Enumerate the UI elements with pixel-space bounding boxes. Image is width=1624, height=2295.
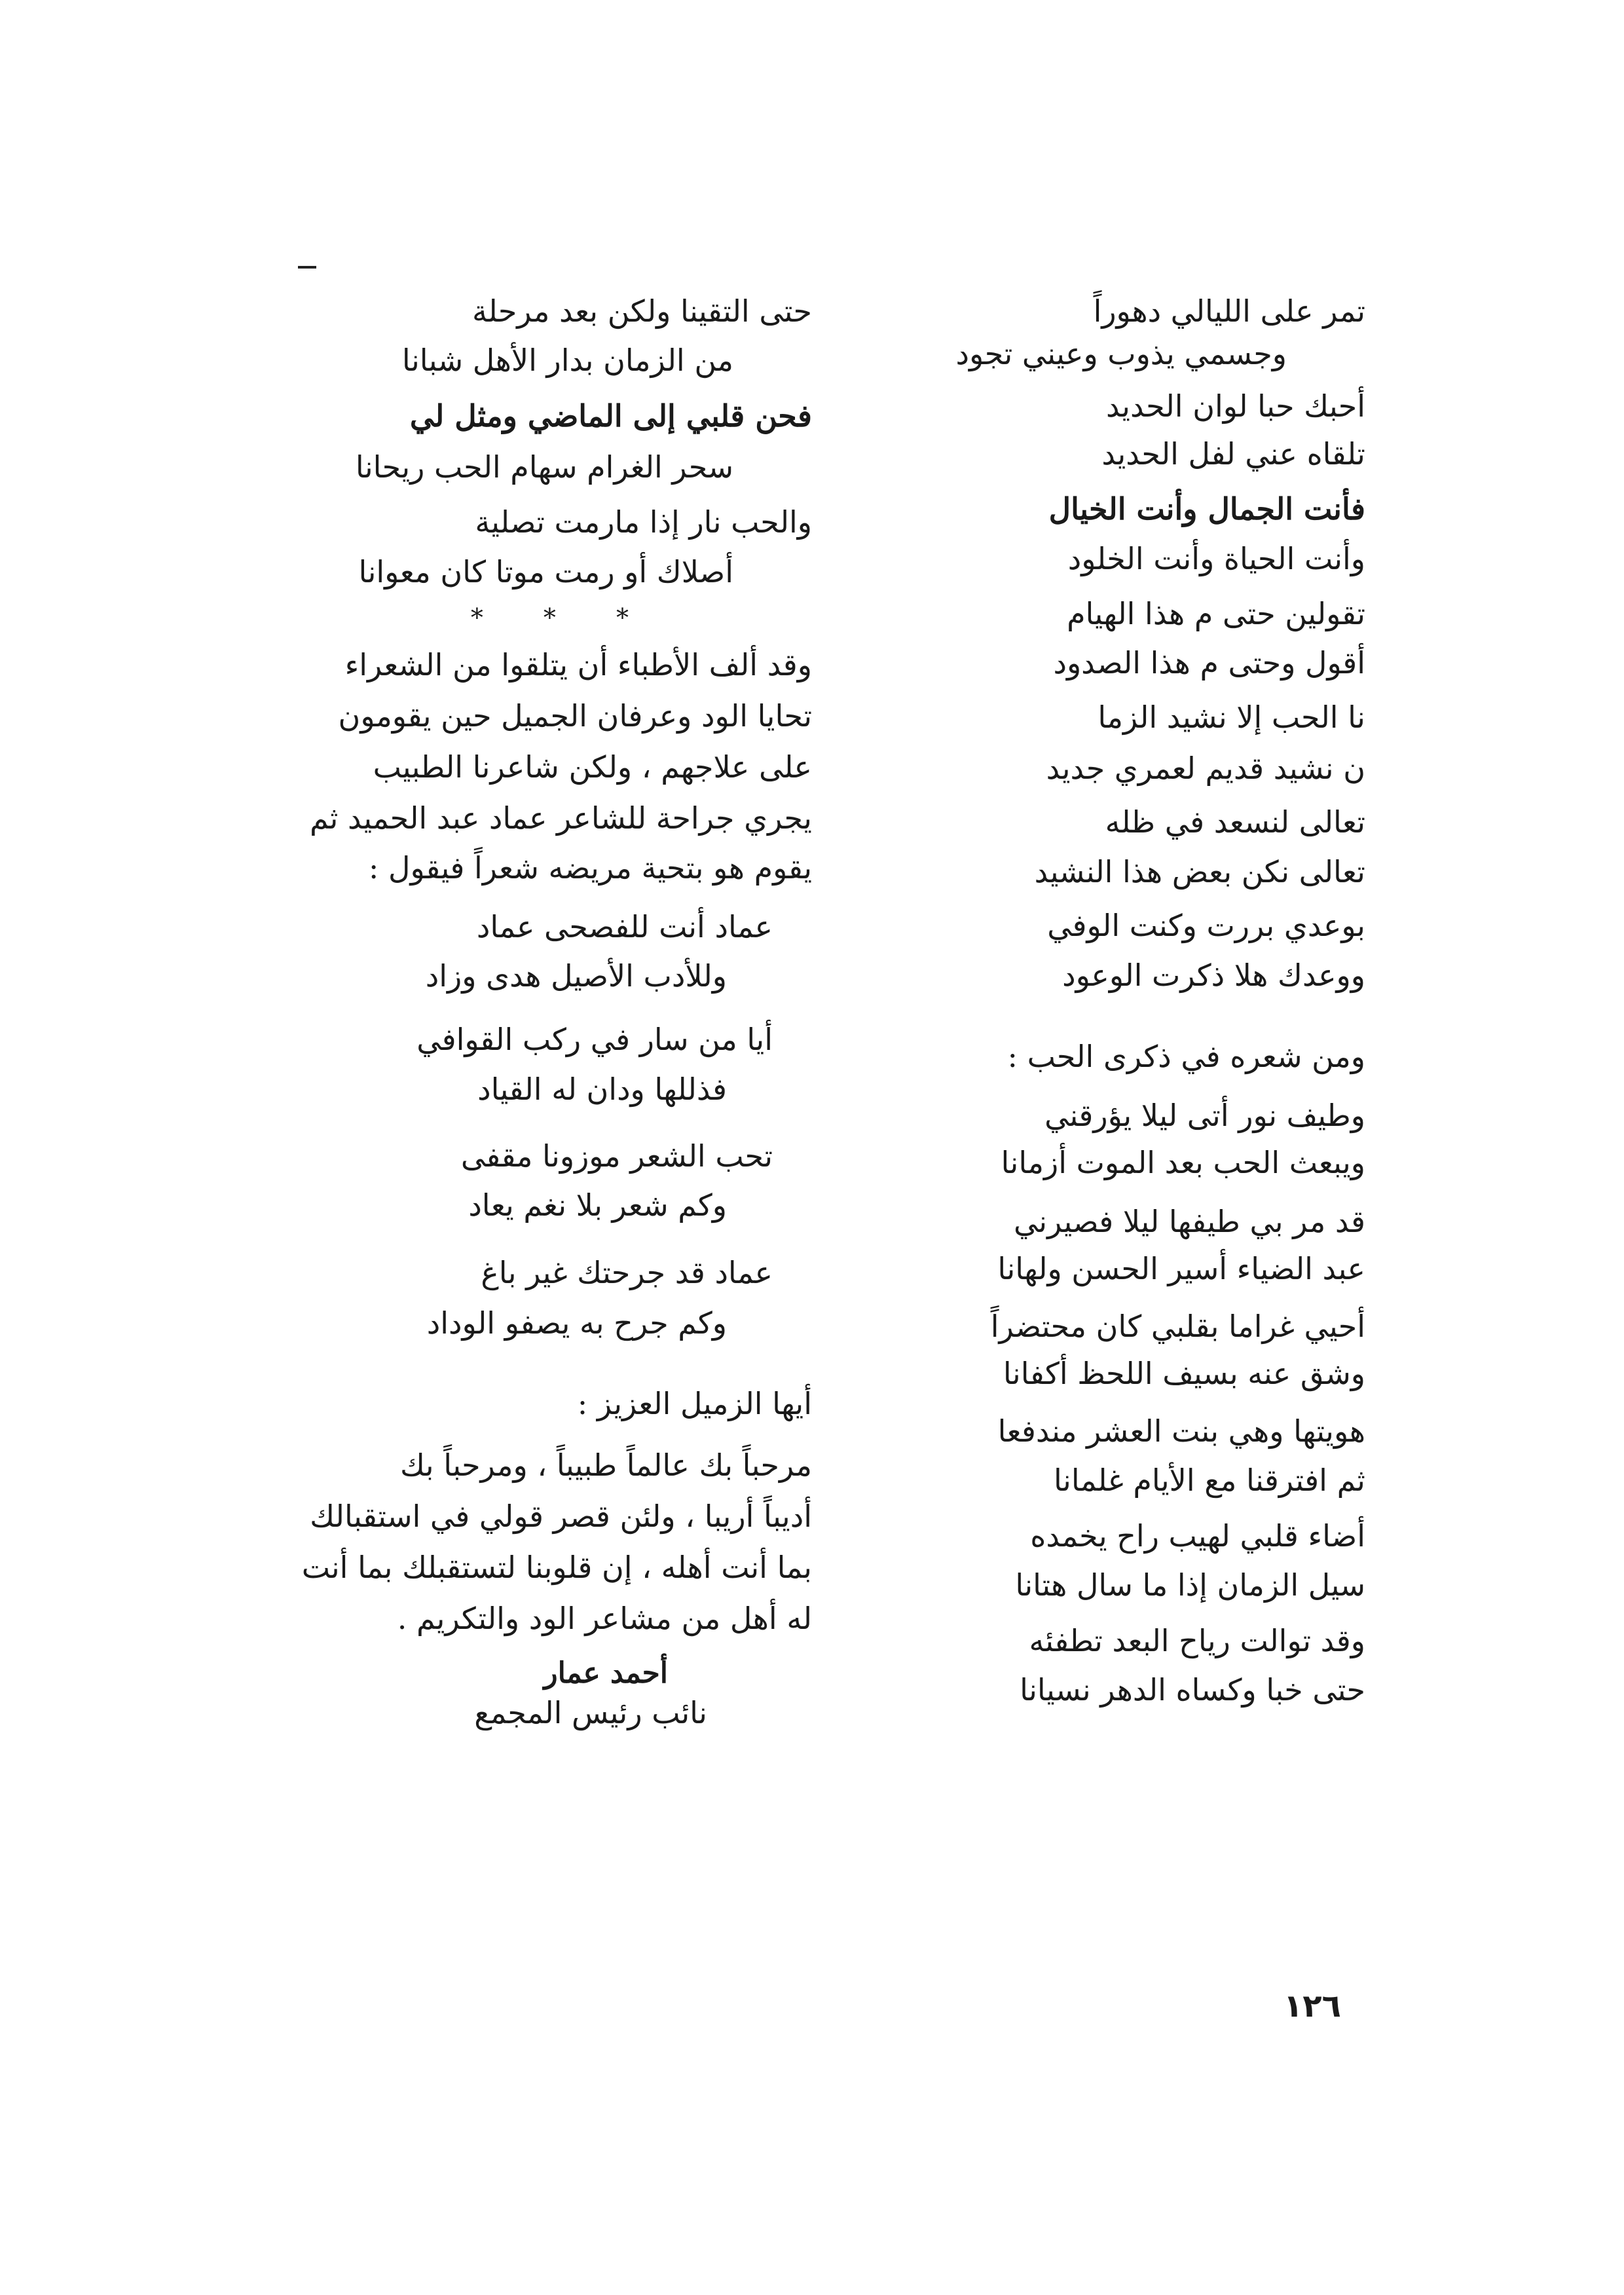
prose-line: أديباً أريبا ، ولئن قصر قولي في استقبالك <box>310 1499 812 1534</box>
verse-line: سحر الغرام سهام الحب ريحانا <box>355 449 733 485</box>
verse-line: حتى خبا وكساه الدهر نسيانا <box>1020 1672 1365 1707</box>
print-mark <box>298 266 316 269</box>
verse-line: قد مر بي طيفها ليلا فصيرني <box>1013 1204 1365 1239</box>
verse-line: عماد قد جرحتك غير باغ <box>481 1255 773 1290</box>
salutation: أيها الزميل العزيز : <box>577 1386 812 1421</box>
verse-line: أضاء قلبي لهيب راح يخمده <box>1030 1518 1365 1554</box>
verse-line: هويتها وهي بنت العشر مندفعا <box>997 1413 1365 1449</box>
verse-line: تمر على الليالي دهوراً <box>1093 293 1365 329</box>
verse-line: أقول وحتى م هذا الصدود <box>1053 645 1365 681</box>
verse-line: سيل الزمان إذا ما سال هتانا <box>1015 1567 1365 1603</box>
signature-name: أحمد عمار <box>544 1656 668 1690</box>
verse-line: فذللها ودان له القياد <box>477 1072 727 1107</box>
section-intro: ومن شعره في ذكرى الحب : <box>1007 1039 1365 1074</box>
verse-line: وللأدب الأصيل هدى وزاد <box>425 958 727 994</box>
verse-line: أيا من سار في ركب القوافي <box>416 1022 773 1057</box>
prose-line: له أهل من مشاعر الود والتكريم . <box>397 1601 812 1636</box>
verse-line: وقد توالت رياح البعد تطفئه <box>1029 1623 1365 1658</box>
verse-line: ويبعث الحب بعد الموت أزمانا <box>1001 1145 1365 1180</box>
verse-line: وكم شعر بلا نغم يعاد <box>468 1187 727 1223</box>
verse-line: وشق عنه بسيف اللحظ أكفانا <box>1003 1356 1365 1391</box>
verse-line: أحيي غراما بقلبي كان محتضراً <box>990 1309 1365 1344</box>
verse-line: عماد أنت للفصحى عماد <box>476 909 773 944</box>
verse-line: تقولين حتى م هذا الهيام <box>1067 596 1365 631</box>
verse-line: من الزمان بدار الأهل شبانا <box>401 343 733 378</box>
prose-line: وقد ألف الأطباء أن يتلقوا من الشعراء <box>344 647 812 682</box>
verse-line: بوعدي بررت وكنت الوفي <box>1047 908 1365 943</box>
verse-line: وأنت الحياة وأنت الخلود <box>1067 541 1365 576</box>
verse-line: فأنت الجمال وأنت الخيال <box>1048 491 1365 527</box>
prose-line: يقوم هو بتحية مريضه شعراً فيقول : <box>368 850 812 886</box>
section-separator: * * * <box>470 603 655 632</box>
verse-line: ن نشيد قديم لعمري جديد <box>1046 751 1365 786</box>
signature-title: نائب رئيس المجمع <box>474 1695 707 1730</box>
prose-line: مرحباً بك عالماً طبيباً ، ومرحباً بك <box>400 1447 812 1483</box>
verse-line: نا الحب إلا نشيد الزما <box>1098 700 1365 735</box>
verse-line: تحب الشعر موزونا مقفى <box>460 1138 773 1174</box>
verse-line: تعالى لنسعد في ظله <box>1105 804 1365 840</box>
verse-line: وطيف نور أتى ليلا يؤرقني <box>1044 1098 1365 1133</box>
prose-line: تحايا الود وعرفان الجميل حين يقومون <box>338 698 812 734</box>
verse-line: والحب نار إذا مارمت تصلية <box>475 504 812 540</box>
verse-line: حتى التقينا ولكن بعد مرحلة <box>471 293 812 329</box>
verse-line: ووعدك هلا ذكرت الوعود <box>1062 958 1365 993</box>
verse-line: تعالى نكن بعض هذا النشيد <box>1034 854 1365 889</box>
prose-line: على علاجهم ، ولكن شاعرنا الطبيب <box>373 749 812 785</box>
page-number: ١٢٦ <box>1283 1988 1341 2024</box>
verse-line: ثم افترقنا مع الأيام غلمانا <box>1054 1463 1365 1498</box>
prose-line: بما أنت أهله ، إن قلوبنا لتستقبلك بما أنت <box>301 1550 812 1585</box>
verse-line: تلقاه عني لفل الحديد <box>1101 436 1365 472</box>
verse-line: أحبك حبا لوان الحديد <box>1106 388 1365 424</box>
verse-line: فحن قلبي إلى الماضي ومثل لي <box>409 398 812 434</box>
verse-line: وجسمي يذوب وعيني تجود <box>955 336 1287 371</box>
verse-line: وكم جرح به يصفو الوداد <box>426 1305 727 1341</box>
verse-line: أصلاك أو رمت موتا كان معوانا <box>358 554 733 589</box>
verse-line: عبد الضياء أسير الحسن ولهانا <box>997 1251 1365 1286</box>
prose-line: يجري جراحة للشاعر عماد عبد الحميد ثم <box>310 800 812 836</box>
